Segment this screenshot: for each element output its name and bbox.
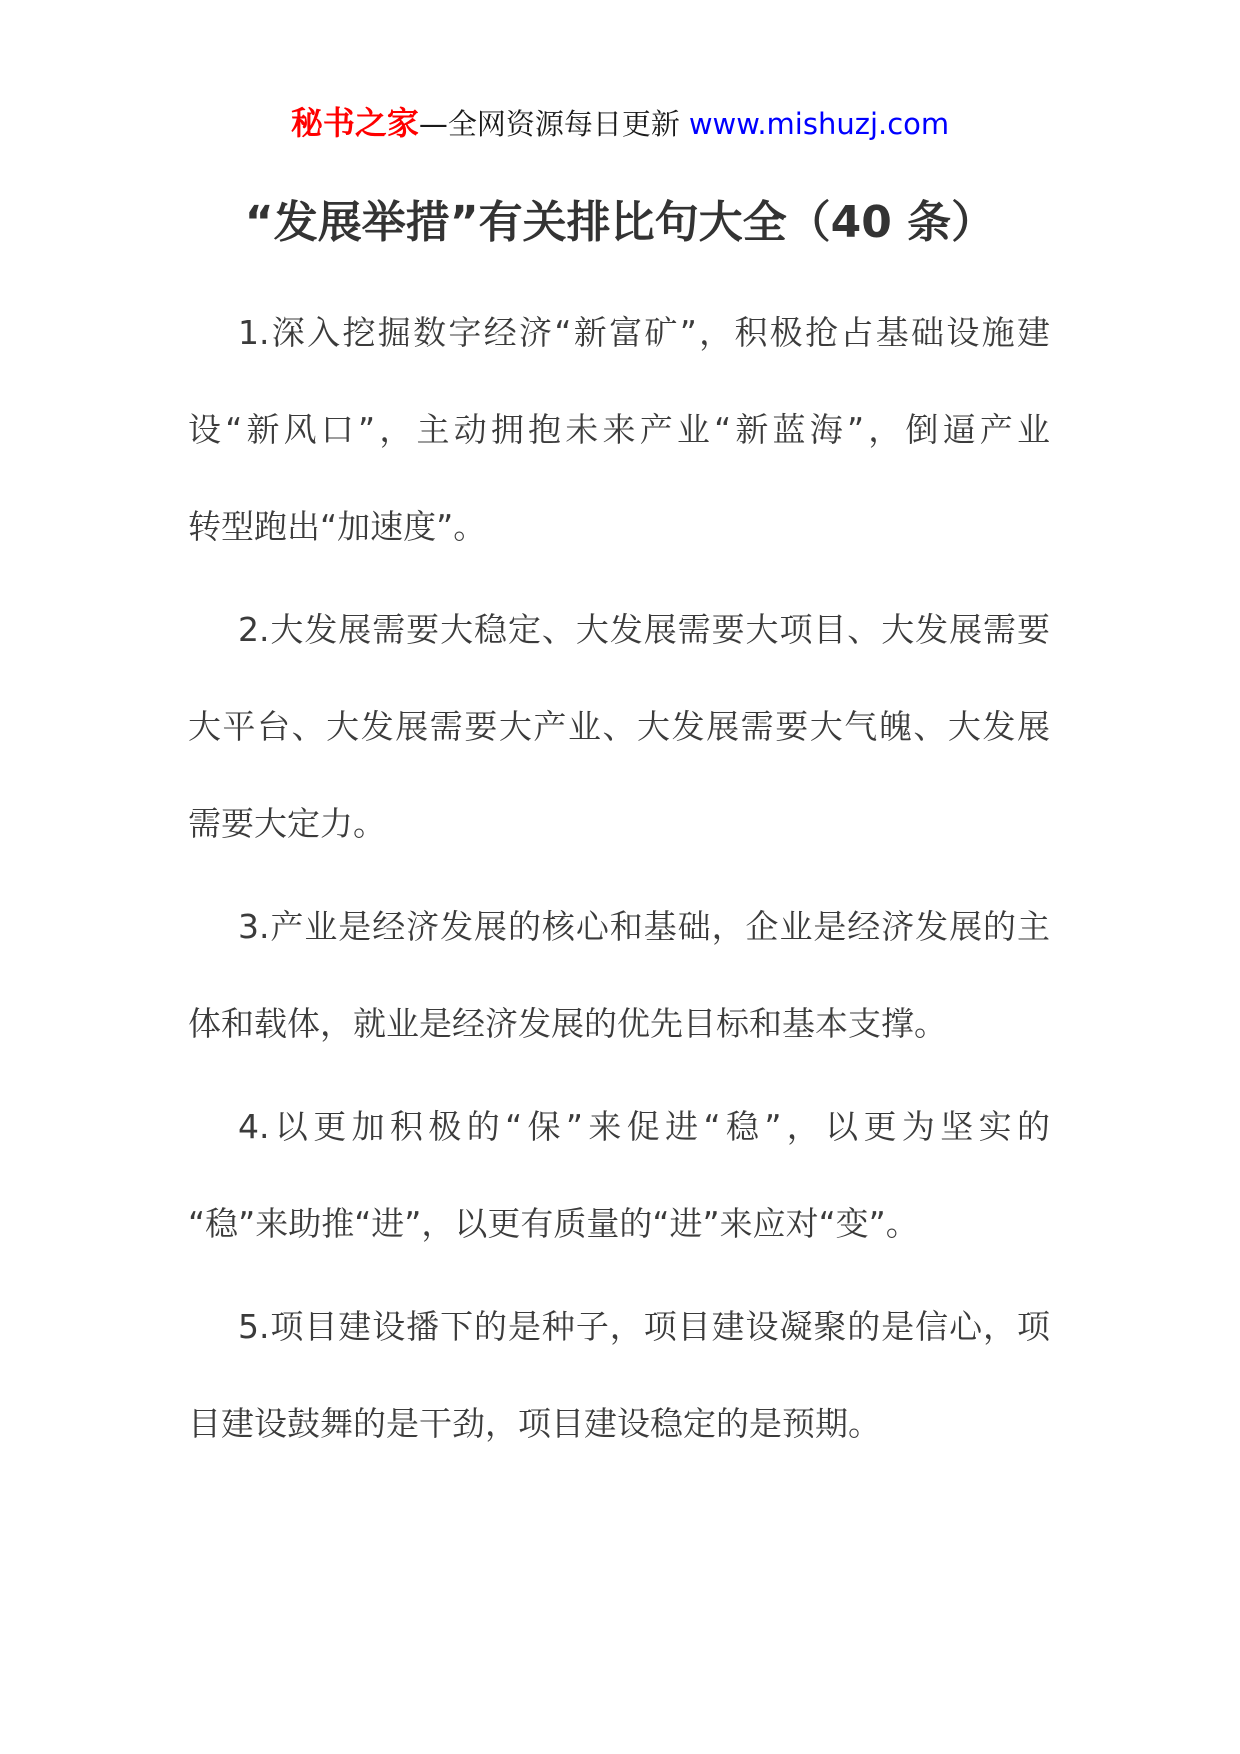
paragraph-line: 目建设鼓舞的是干劲，项目建设稳定的是预期。 [188,1404,881,1443]
paragraph-line: 4.以更加积极的“保”来促进“稳”，以更为坚实的 [238,1107,1050,1146]
paragraph-5 [188,1278,1050,1472]
paragraph-1 [188,284,1050,575]
paragraph-line: 1.深入挖掘数字经济“新富矿”，积极抢占基础设施建 [238,313,1050,352]
paragraph-4 [188,1078,1050,1272]
paragraph-3 [188,878,1050,1072]
document-body [188,284,1050,1478]
site-url-link[interactable]: www.mishuzj.com [688,107,950,141]
paragraph-line: 转型跑出“加速度”。 [188,507,487,546]
paragraph-2 [188,581,1050,872]
paragraph-line: “稳”来助推“进”，以更有质量的“进”来应对“变”。 [188,1204,919,1243]
site-brand: 秘书之家 [290,104,419,142]
paragraph-line: 2.大发展需要大稳定、大发展需要大项目、大发展需要 [238,610,1050,649]
paragraph-line: 大平台、大发展需要大产业、大发展需要大气魄、大发展 [188,707,1050,746]
document-title: “发展举措”有关排比句大全（40 条） [244,197,996,248]
paragraph-line: 设“新风口”，主动拥抱未来产业“新蓝海”，倒逼产业 [188,410,1050,449]
site-header [0,100,1240,146]
paragraph-line: 3.产业是经济发展的核心和基础，企业是经济发展的主 [238,907,1050,946]
paragraph-line: 需要大定力。 [188,804,386,843]
site-tagline: —全网资源每日更新 [418,107,680,141]
paragraph-line: 5.项目建设播下的是种子，项目建设凝聚的是信心，项 [238,1307,1050,1346]
paragraph-line: 体和载体，就业是经济发展的优先目标和基本支撑。 [188,1004,947,1043]
